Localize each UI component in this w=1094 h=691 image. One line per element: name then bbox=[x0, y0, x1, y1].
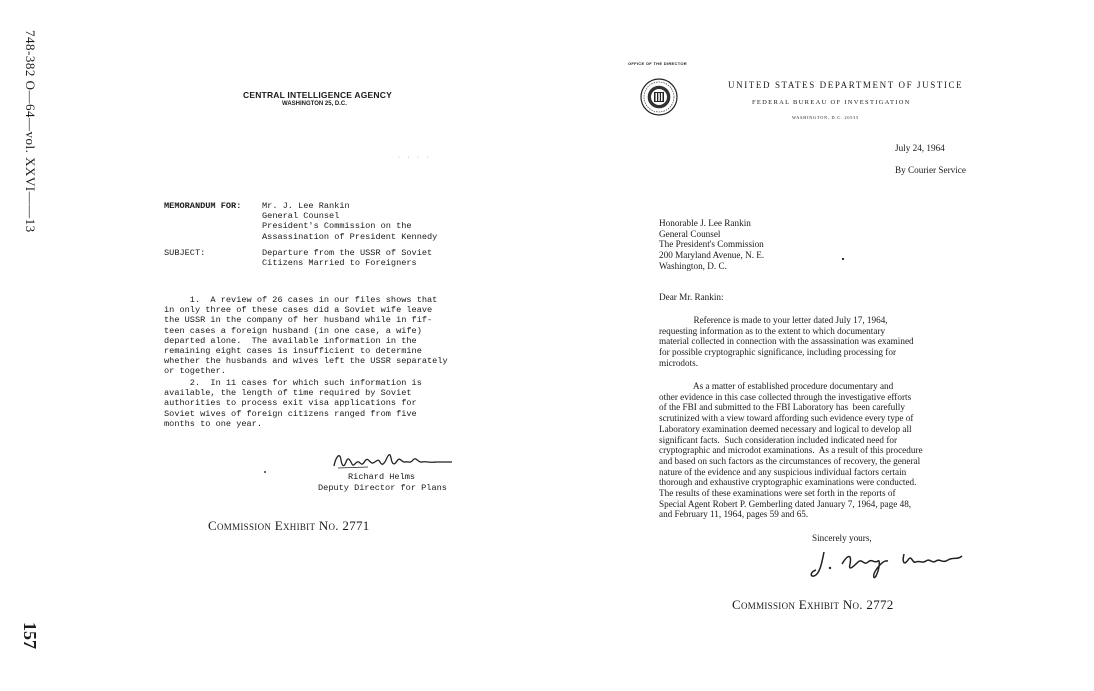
exhibit-label-2772: Commission Exhibit No. 2772 bbox=[732, 597, 894, 612]
volume-reference bbox=[14, 30, 38, 233]
page-number bbox=[18, 622, 42, 662]
exhibit-label-2771: Commission Exhibit No. 2771 bbox=[208, 518, 370, 533]
recipient-address: Honorable J. Lee Rankin General Counsel The President's Commission 200 Maryland Avenue, N. E. Washington, D. C. bbox=[659, 218, 765, 271]
letter-paragraph-2: As a matter of established procedure documentary and other evidence in this case collected through the investigative efforts of the FBI and submitted to the FBI Laboratory has been carefully scrutinized with a view toward affording such evidence every type of Laboratory examination deemed necessary and logical to develop all significant facts. Such consideration included indicated need for cryptographic and microdot examinations. As a result of this procedure and based on such factors as the circumstances of recovery, the general nature of the evidence and any suspicious individual factors certain thorough and exhaustive cryptographic examinations were conducted. The results of these examinations were set forth in the reports of Special Agent Robert P. Gemberling dated January 7, 1964, page 48, and February 11, 1964, pages 59 and 65. bbox=[659, 381, 923, 520]
subject-text: Departure from the USSR of Soviet Citizens Married to Foreigners bbox=[262, 248, 433, 269]
helms-signature bbox=[328, 446, 458, 474]
fbi-seal-icon bbox=[640, 78, 678, 116]
stray-mark bbox=[264, 471, 266, 473]
delivery-method: By Courier Service bbox=[895, 165, 966, 175]
letter-date: July 24, 1964 bbox=[895, 143, 945, 153]
bureau-heading: FEDERAL BUREAU OF INVESTIGATION bbox=[752, 99, 911, 106]
memo-recipient: Mr. J. Lee Rankin General Counsel President's Commission on the Assassination of President Kennedy bbox=[262, 201, 438, 242]
subject-label: SUBJECT: bbox=[164, 248, 206, 258]
memo-for-label: MEMORANDUM FOR: bbox=[164, 201, 242, 211]
cia-location: WASHINGTON 25, D.C. bbox=[282, 101, 347, 107]
memo-paragraph-2: 2. In 11 cases for which such information is available, the length of time required by Soviet authorities to process exit visa applications for Soviet wives of foreign citizens ranged from five months to one year. bbox=[164, 378, 422, 429]
seal-label: OFFICE OF THE DIRECTOR bbox=[628, 61, 687, 66]
signer-name: Richard Helms bbox=[348, 472, 416, 482]
cia-agency-heading: CENTRAL INTELLIGENCE AGENCY bbox=[243, 90, 392, 100]
hoover-signature bbox=[808, 546, 968, 582]
closing: Sincerely yours, bbox=[812, 533, 872, 543]
department-heading: UNITED STATES DEPARTMENT OF JUSTICE bbox=[728, 80, 964, 90]
memo-paragraph-1: 1. A review of 26 cases in our files shows that in only three of these cases did a Soviet wife leave the USSR in the company of her husband while in fif- teen cases a foreign husband (in one case, a wife) departed alone. The available information in the remaining eight cases is insufficient to determine whether the husbands and wives left the USSR separately or together. bbox=[164, 295, 448, 377]
letter-paragraph-1: Reference is made to your letter dated July 17, 1964, requesting information as to the extent to which documentary material collected in connection with the assassination was examined for possible cryptographic significance, including processing for microdots. bbox=[659, 315, 914, 368]
page-number-text: 157 bbox=[20, 622, 40, 649]
stray-mark bbox=[842, 258, 844, 260]
volume-reference-text: 748-382 O—64—vol. XXVI——13 bbox=[23, 30, 38, 233]
scan-speck: · · · · bbox=[398, 155, 432, 161]
salutation: Dear Mr. Rankin: bbox=[659, 292, 724, 302]
bureau-location: WASHINGTON, D.C. 20535 bbox=[792, 115, 859, 120]
signer-title: Deputy Director for Plans bbox=[318, 483, 447, 493]
